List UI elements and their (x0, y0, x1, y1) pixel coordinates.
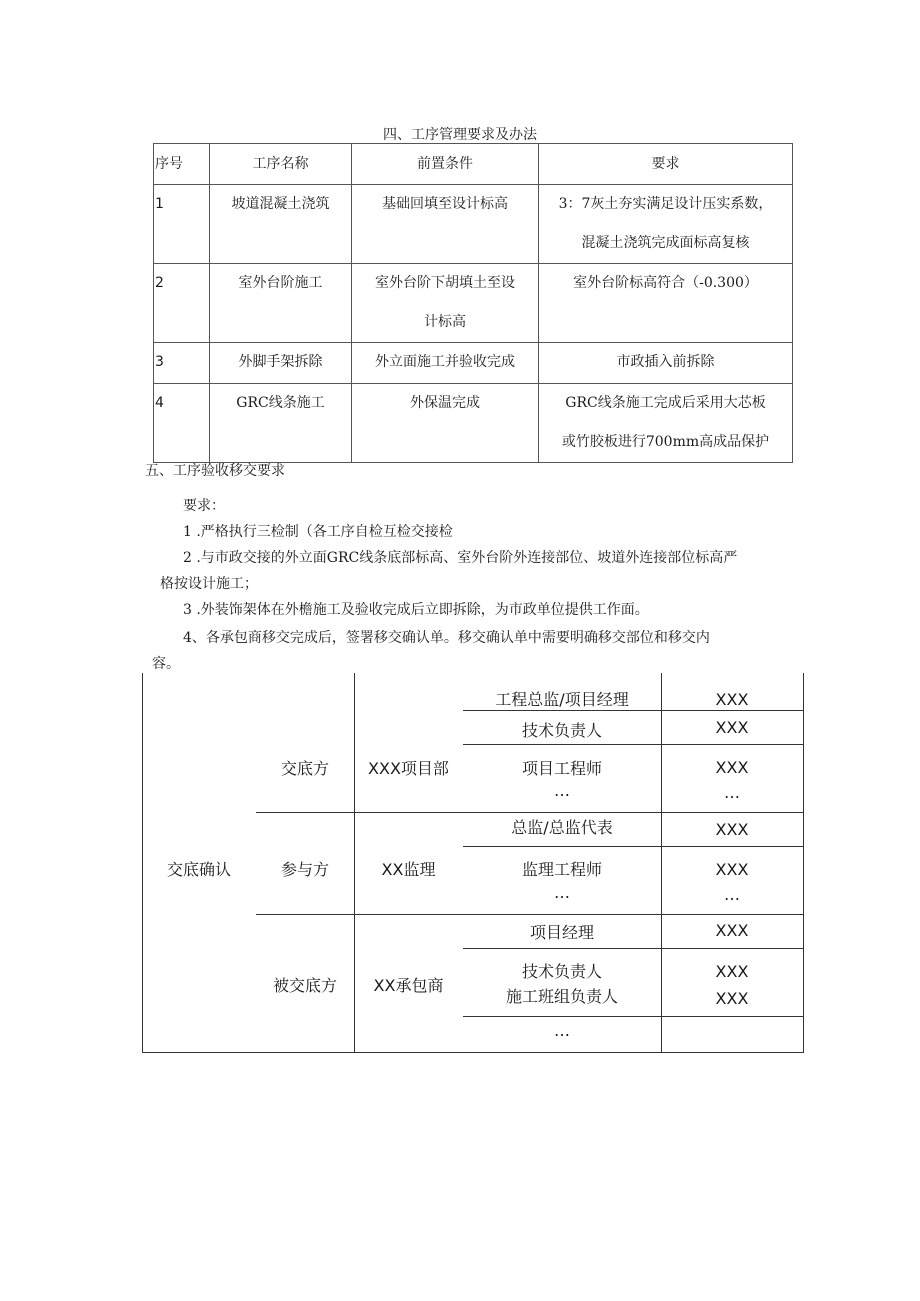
row-no: 4 (154, 384, 210, 463)
role-label: 监理工程师 (521, 860, 602, 879)
row-precondition (352, 185, 539, 264)
requirement-item: 4、各承包商移交完成后，签署移交确认单。移交确认单中需要明确移交部位和移交内 (183, 630, 710, 646)
requirement-item: 格按设计施工； (160, 576, 258, 592)
row-requirement (539, 264, 793, 343)
party-label: 交底方 (280, 759, 329, 778)
signer-name: XXX (715, 820, 749, 839)
signer-name: … (724, 783, 740, 802)
precondition-line: 室外台阶下胡填土至设 (375, 275, 515, 291)
header-precondition: 前置条件 (352, 144, 539, 185)
signer-name: XXX (715, 690, 749, 709)
process-table (153, 143, 793, 463)
table-row (154, 343, 793, 384)
party-label: 被交底方 (272, 976, 337, 995)
role-label: 技术负责人 (521, 962, 602, 981)
role-label: 技术负责人 (521, 721, 602, 740)
row-no: 1 (154, 185, 210, 264)
table-border (463, 1016, 804, 1017)
requirements-intro: 要求： (183, 498, 225, 514)
party-label: 参与方 (280, 860, 329, 879)
section5-title: 五、工序验收移交要求 (145, 463, 285, 479)
signer-name: XXX (715, 758, 749, 777)
requirement-item: 容。 (152, 656, 180, 672)
requirement-item: 2 .与市政交接的外立面GRC线条底部标高、室外台阶外连接部位、坡道外连接部位标高严 (183, 550, 738, 566)
row-no: 3 (154, 343, 210, 384)
requirement-line: 混凝土浇筑完成面标高复核 (581, 235, 750, 251)
signer-name: … (724, 885, 740, 904)
table-row (154, 264, 793, 343)
header-no: 序号 (154, 144, 210, 185)
precondition-line: 外立面施工并验收完成 (375, 354, 515, 370)
precondition-line: 外保温完成 (410, 395, 480, 411)
row-name: 外脚手架拆除 (210, 343, 352, 384)
requirement-line: 市政插入前拆除 (616, 354, 715, 370)
table-border (463, 948, 804, 949)
table-border (463, 846, 804, 847)
row-requirement (539, 343, 793, 384)
requirement-item: 1 .严格执行三检制（各工序自检互检交接检 (183, 524, 453, 540)
signer-name: XXX (715, 921, 749, 940)
role-label: 总监/总监代表 (511, 818, 613, 837)
table-border (142, 1052, 804, 1053)
role-label: … (554, 883, 570, 902)
row-name: GRC线条施工 (210, 384, 352, 463)
org-name: XX监理 (381, 860, 436, 879)
row-precondition (352, 343, 539, 384)
row-no: 2 (154, 264, 210, 343)
section4-title: 四、工序管理要求及办法 (383, 127, 537, 143)
table-header-row (154, 144, 793, 185)
role-label: … (554, 1021, 570, 1040)
requirement-line: 3：7灰土夯实满足设计压实系数， (558, 196, 773, 212)
row-requirement (539, 384, 793, 463)
role-label: 工程总监/项目经理 (495, 690, 629, 709)
requirement-item: 3 .外装饰架体在外檐施工及验收完成后立即拆除，为市政单位提供工作面。 (183, 602, 649, 618)
signer-name: XXX (715, 860, 749, 879)
row-precondition (352, 384, 539, 463)
row-requirement (539, 185, 793, 264)
table-border (256, 812, 804, 813)
header-requirement: 要求 (539, 144, 793, 185)
precondition-line: 计标高 (424, 314, 466, 330)
org-name: XXX项目部 (368, 759, 449, 778)
signer-name: XXX (715, 718, 749, 737)
table-border (463, 744, 804, 745)
requirement-line: GRC线条施工完成后采用大芯板 (565, 395, 766, 411)
requirement-line: 室外台阶标高符合（-0.300） (573, 275, 758, 291)
org-name: XX承包商 (373, 976, 444, 995)
table-row (154, 185, 793, 264)
requirement-line: 或竹胶板进行700mm高成品保护 (561, 434, 770, 450)
role-label: 项目经理 (529, 923, 594, 942)
header-name: 工序名称 (210, 144, 352, 185)
row-name: 坡道混凝土浇筑 (210, 185, 352, 264)
table-border (463, 710, 804, 711)
role-label: 项目工程师 (521, 759, 602, 778)
signoff-label: 交底确认 (166, 860, 231, 879)
table-row (154, 384, 793, 463)
role-label: … (554, 781, 570, 800)
table-border (803, 673, 804, 1053)
signer-name: XXX (715, 989, 749, 1008)
role-label: 施工班组负责人 (505, 987, 618, 1006)
row-precondition (352, 264, 539, 343)
precondition-line: 基础回填至设计标高 (382, 196, 508, 212)
row-name: 室外台阶施工 (210, 264, 352, 343)
signer-name: XXX (715, 962, 749, 981)
table-border (256, 914, 804, 915)
